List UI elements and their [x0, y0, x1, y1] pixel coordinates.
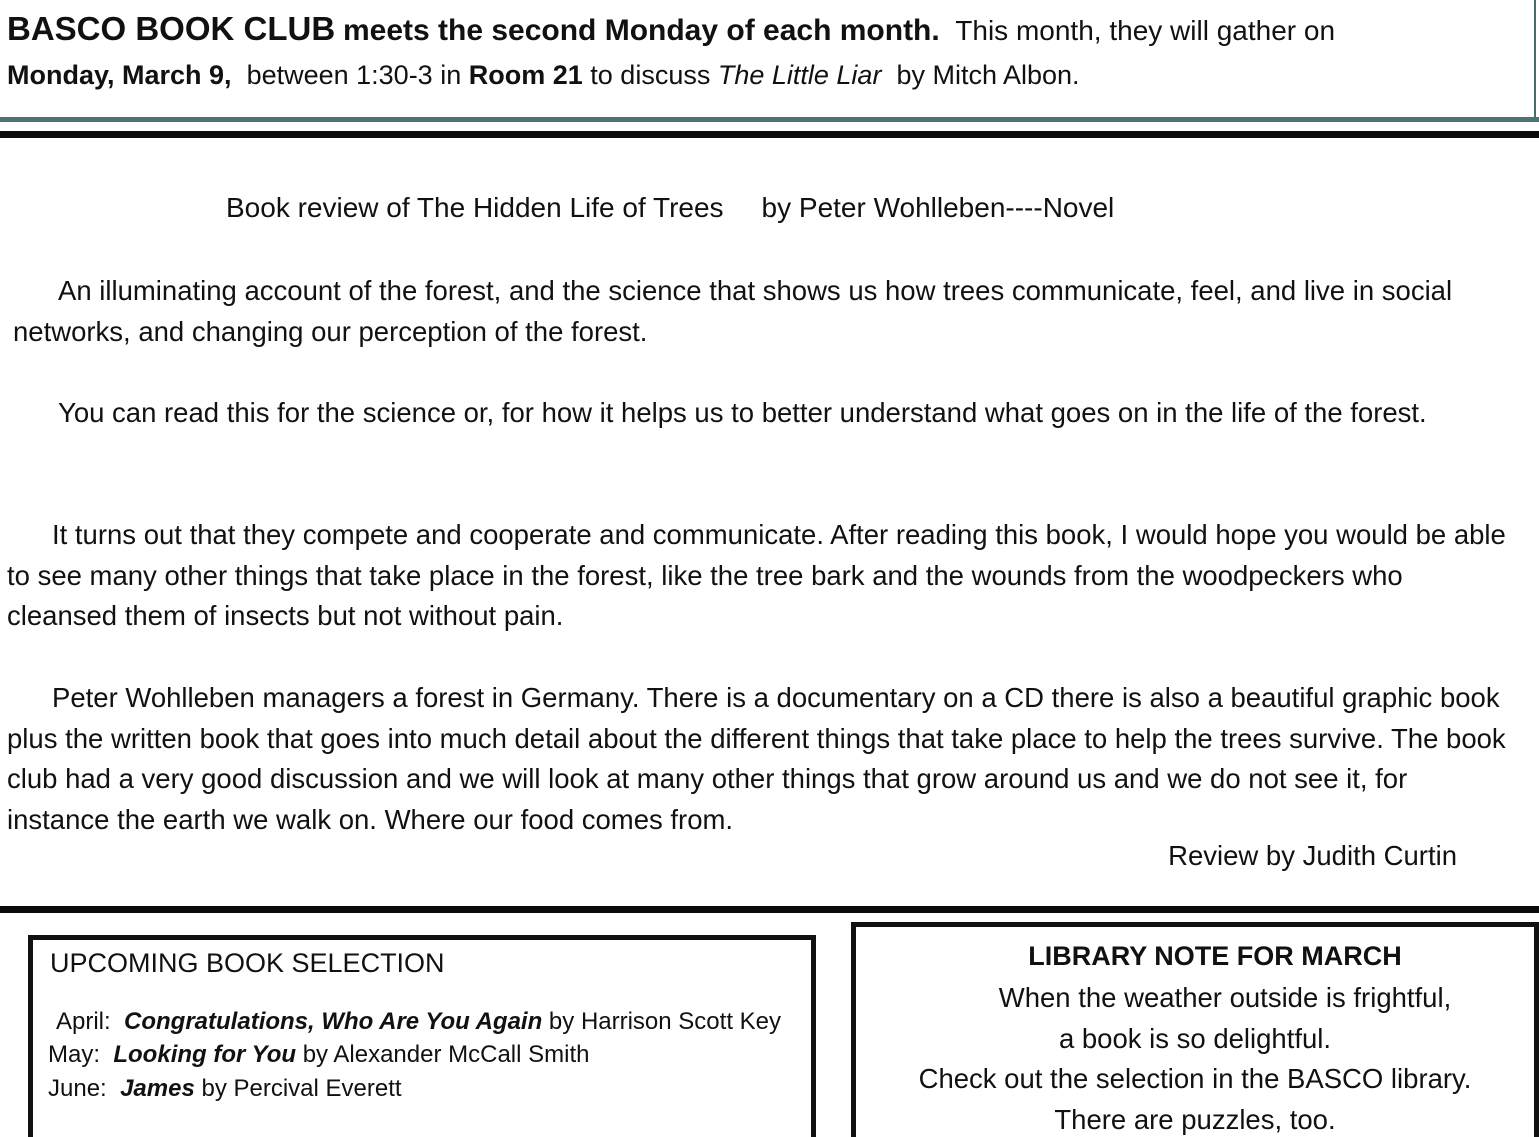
black-divider-bottom	[0, 906, 1539, 913]
library-line: When the weather outside is frightful,	[998, 982, 1452, 1013]
review-title-book: Book review of The Hidden Life of Trees	[226, 192, 724, 223]
review-title-author: by Peter Wohlleben----Novel	[761, 192, 1115, 223]
selection-author: by Alexander McCall Smith	[302, 1041, 590, 1068]
library-line: There are puzzles, too.	[1054, 1104, 1336, 1135]
upcoming-heading: UPCOMING BOOK SELECTION	[50, 948, 445, 978]
black-divider-top	[0, 131, 1539, 138]
library-note-box	[851, 922, 1539, 1137]
selection-title: James	[120, 1075, 195, 1102]
selection-row	[48, 1041, 589, 1069]
selection-title: Congratulations, Who Are You Again	[124, 1008, 543, 1035]
review-signature: Review by Judith Curtin	[1168, 840, 1457, 871]
discuss-text: to discuss	[590, 60, 711, 90]
selection-author: by Percival Everett	[201, 1075, 402, 1102]
selection-row	[48, 1075, 402, 1103]
library-line: Check out the selection in the BASCO library.	[918, 1063, 1472, 1094]
review-paragraph: It turns out that they compete and cooperate and communicate. After reading this book, I would hope you would be able to see many other things that take place in the forest, like the tree bark and the wounds from the woodpeckers who cleansed them of insects but not without pain.	[7, 519, 1506, 631]
current-book-author: by Mitch Albon.	[896, 60, 1080, 90]
selection-title: Looking for You	[113, 1041, 297, 1068]
review-paragraph: An illuminating account of the forest, and the science that shows us how trees communicate, feel, and live in social networks, and changing our perception of the forest.	[13, 275, 1453, 347]
announcement-line-1	[7, 10, 1335, 48]
meeting-room: Room 21	[468, 60, 583, 90]
book-club-announcement	[0, 0, 1536, 117]
meeting-date: Monday, March 9,	[7, 60, 232, 90]
meeting-schedule: meets the second Monday of each month.	[342, 14, 940, 47]
selection-month: June:	[48, 1075, 107, 1102]
upcoming-selection-box	[28, 935, 816, 1137]
selection-month: April:	[56, 1008, 111, 1035]
selection-month: May:	[48, 1041, 101, 1068]
current-book-title: The Little Liar	[717, 60, 882, 90]
meeting-time: between 1:30-3 in	[246, 60, 462, 90]
review-paragraph: You can read this for the science or, for how it helps us to better understand what goes on in the life of the forest.	[58, 397, 1427, 428]
review-paragraph: Peter Wohlleben managers a forest in Germany. There is a documentary on a CD there is also a beautiful graphic book plus the written book that goes into much detail about the different things that take place to help the trees survive. The book club had a very good discussion and we will look at many other things that grow around us and we do not see it, for instance the earth we walk on. Where our food comes from.	[7, 682, 1506, 835]
announcement-line-2	[7, 60, 1080, 91]
library-heading: LIBRARY NOTE FOR MARCH	[1028, 941, 1402, 971]
teal-divider	[0, 117, 1539, 122]
selection-row	[56, 1008, 781, 1036]
review-title	[226, 192, 1114, 224]
club-name: BASCO BOOK CLUB	[7, 10, 336, 47]
library-line: a book is so delightful.	[1058, 1023, 1332, 1054]
selection-author: by Harrison Scott Key	[548, 1008, 782, 1035]
month-intro: This month, they will gather on	[955, 15, 1336, 46]
